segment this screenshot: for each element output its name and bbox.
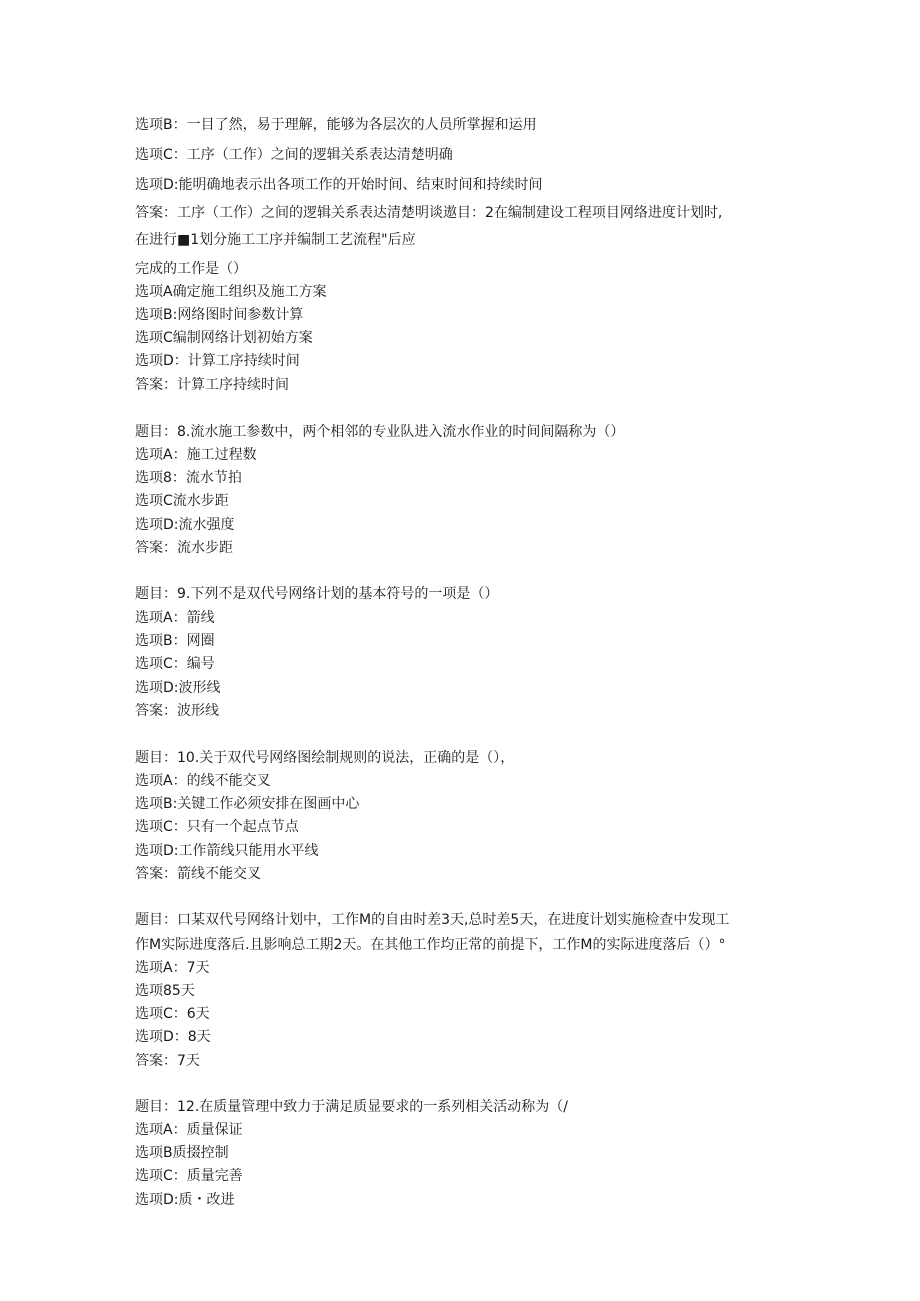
q12-option-b: 选项B质掇控制	[135, 1145, 229, 1161]
q9-option-a: 选项A：箭线	[135, 610, 215, 626]
q10-option-b: 选项B:关键工作必须安排在图画中心	[135, 796, 360, 812]
q10-option-d: 选项D:工作箭线只能用水平线	[135, 843, 319, 859]
q11-option-d: 选项D：8天	[135, 1029, 211, 1045]
q7-option-c: 选项C编制网络计划初始方案	[135, 330, 313, 346]
intro-option-c: 选项C：工序（工作）之间的逻辑关系表达清楚明确	[135, 147, 453, 163]
q10-option-a: 选项A：的线不能交叉	[135, 773, 271, 789]
q11-option-b: 选项85天	[135, 983, 195, 999]
q11-stem: 题目：口某双代号网络计划中，工作M的自由时差3天,总时差5天，在进度计划实施检查中发现工	[135, 912, 730, 928]
q10-option-c: 选项C：只有一个起点节点	[135, 819, 299, 835]
q8-option-b: 选项8：流水节拍	[135, 470, 242, 486]
intro-option-b: 选项B：一目了然，易于理解，能够为各层次的人员所掌握和运用	[135, 117, 537, 133]
q7-option-b: 选项B:网络图时间参数计算	[135, 307, 304, 323]
q9-option-d: 选项D:波形线	[135, 680, 221, 696]
q11-answer: 答案：7天	[135, 1053, 200, 1069]
intro-option-d: 选项D:能明确地表示出各项工作的开始时间、结束时间和持续时间	[135, 177, 543, 193]
q7-option-d: 选项D：计算工序持续时间	[135, 353, 300, 369]
q8-stem: 题目：8.流水施工参数中，两个相邻的专业队进入流水作业的时间间隔称为（）	[135, 424, 625, 440]
q12-stem: 题目：12.在质量管理中致力于满足质显要求的一系列相关活动称为（/	[135, 1099, 568, 1115]
q7-stem: 完成的工作是（）	[135, 261, 247, 277]
q11-option-a: 选项A：7天	[135, 960, 210, 976]
q9-stem: 题目：9.下列不是双代号网络计划的基本符号的一项是（）	[135, 586, 499, 602]
intro-answer-continued: 在进行■1划分施工工序并编制工艺流程"后应	[135, 232, 416, 248]
q7-answer: 答案：计算工序持续时间	[135, 377, 289, 393]
q7-option-a: 选项A确定施工组织及施工方案	[135, 284, 327, 300]
q11-option-c: 选项C：6天	[135, 1006, 210, 1022]
q12-option-c: 选项C：质量完善	[135, 1168, 243, 1184]
q9-option-b: 选项B：网圈	[135, 633, 215, 649]
q8-option-d: 选项D:流水强度	[135, 517, 235, 533]
q9-answer: 答案：波形线	[135, 703, 219, 719]
q10-answer: 答案：箭线不能交叉	[135, 866, 261, 882]
q12-option-a: 选项A：质量保证	[135, 1122, 243, 1138]
q10-stem: 题目：10.关于双代号网络图绘制规则的说法，正确的是（），	[135, 750, 515, 766]
intro-answer: 答案：工序（工作）之间的逻辑关系表达清楚明谈遨目：2在编制建设工程项目网络进度计划时,	[135, 205, 723, 221]
q8-answer: 答案：流水步距	[135, 540, 233, 556]
q8-option-c: 选项C流水步距	[135, 493, 229, 509]
q8-option-a: 选项A：施工过程数	[135, 447, 257, 463]
q9-option-c: 选项C：编号	[135, 656, 215, 672]
q12-option-d: 选项D:质・改进	[135, 1192, 235, 1208]
q11-stem-continued: 作M实际进度落后.且影响总工期2天。在其他工作均正常的前提下，工作M的实际进度落后（）°	[135, 937, 726, 953]
